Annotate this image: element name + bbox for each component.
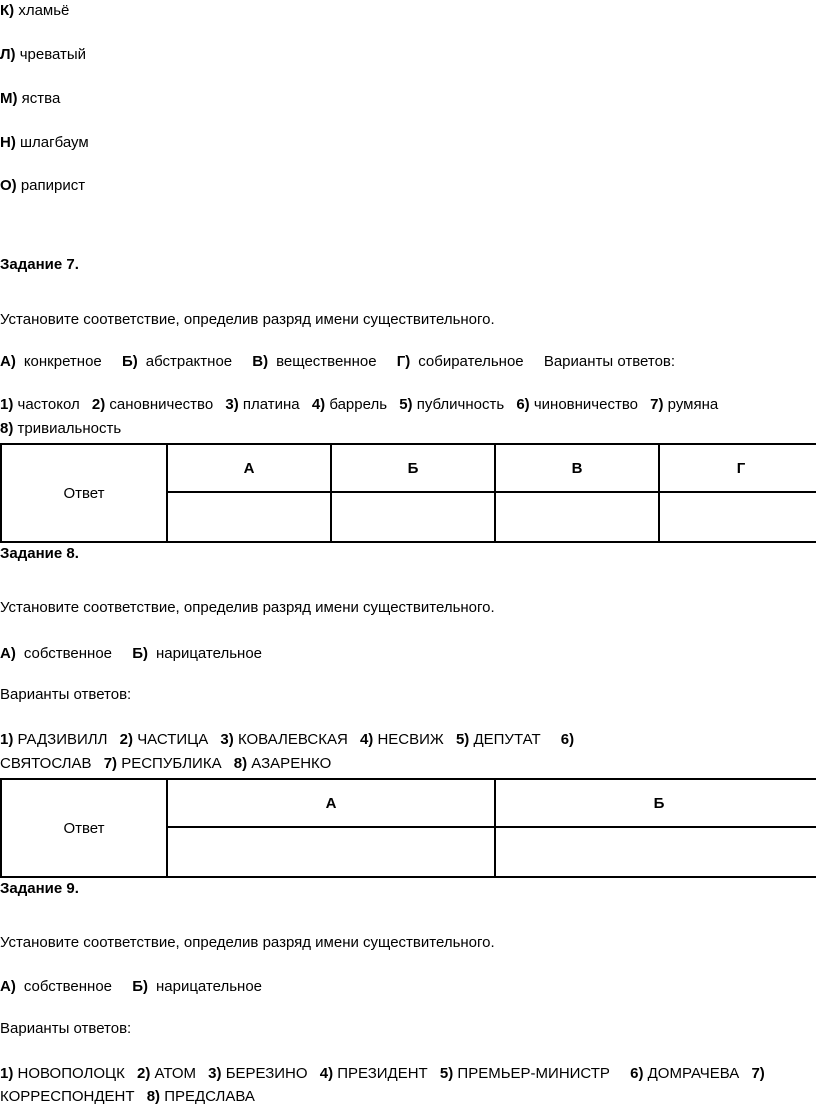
task7-variants-label: Варианты ответов: (543, 353, 676, 370)
task9-categories: А) собственное Б) нарицательное (0, 978, 263, 995)
list-item: М) яства (0, 90, 61, 107)
column-header: Б (495, 779, 816, 827)
task9-options: 1) НОВОПОЛОЦК 2) АТОМ 3) БЕРЕЗИНО 4) ПРЕЗИДЕНТ 5) ПРЕМЬЕР-МИНИСТР 6) ДОМРАЧЕВА 7) (0, 1065, 765, 1082)
task8-answer-table (0, 778, 816, 878)
list-item: О) рапирист (0, 177, 86, 194)
column-header: Б (331, 444, 495, 492)
column-header: Г (659, 444, 816, 492)
task8-categories: А) собственное Б) нарицательное (0, 645, 263, 662)
task9-options-cont: КОРРЕСПОНДЕНТ 8) ПРЕДСЛАВА (0, 1088, 255, 1105)
task8-instruction: Установите соответствие, определив разряд имени существительного. (0, 599, 495, 616)
task9-variants-label: Варианты ответов: (0, 1020, 132, 1037)
answer-label: Ответ (1, 444, 167, 542)
task8-variants-label: Варианты ответов: (0, 686, 132, 703)
task9-instruction: Установите соответствие, определив разряд имени существительного. (0, 934, 495, 951)
task8-options-cont: СВЯТОСЛАВ 7) РЕСПУБЛИКА 8) АЗАРЕНКО (0, 755, 332, 772)
task9-title: Задание 9. (0, 880, 79, 897)
answer-cell[interactable] (167, 492, 331, 542)
task7-title: Задание 7. (0, 256, 79, 273)
answer-label: Ответ (1, 779, 167, 877)
list-item: К) хламьё (0, 2, 70, 19)
answer-cell[interactable] (331, 492, 495, 542)
task7-options-cont: 8) тривиальность (0, 420, 122, 437)
task7-instruction: Установите соответствие, определив разряд имени существительного. (0, 311, 495, 328)
column-header: А (167, 444, 331, 492)
task8-options: 1) РАДЗИВИЛЛ 2) ЧАСТИЦА 3) КОВАЛЕВСКАЯ 4) НЕСВИЖ 5) ДЕПУТАТ 6) (0, 731, 575, 748)
list-item: Л) чреватый (0, 46, 87, 63)
task7-answer-table (0, 443, 816, 543)
answer-cell[interactable] (167, 827, 495, 877)
column-header: А (167, 779, 495, 827)
list-item: Н) шлагбаум (0, 134, 89, 151)
answer-cell[interactable] (495, 827, 816, 877)
task7-options: 1) частокол 2) сановничество 3) платина 4) баррель 5) публичность 6) чиновничество 7) румяна (0, 396, 719, 413)
task8-title: Задание 8. (0, 545, 79, 562)
answer-cell[interactable] (659, 492, 816, 542)
task7-categories: А) конкретное Б) абстрактное В) вещественное Г) собирательное Варианты ответов: (0, 353, 676, 370)
column-header: В (495, 444, 659, 492)
answer-cell[interactable] (495, 492, 659, 542)
